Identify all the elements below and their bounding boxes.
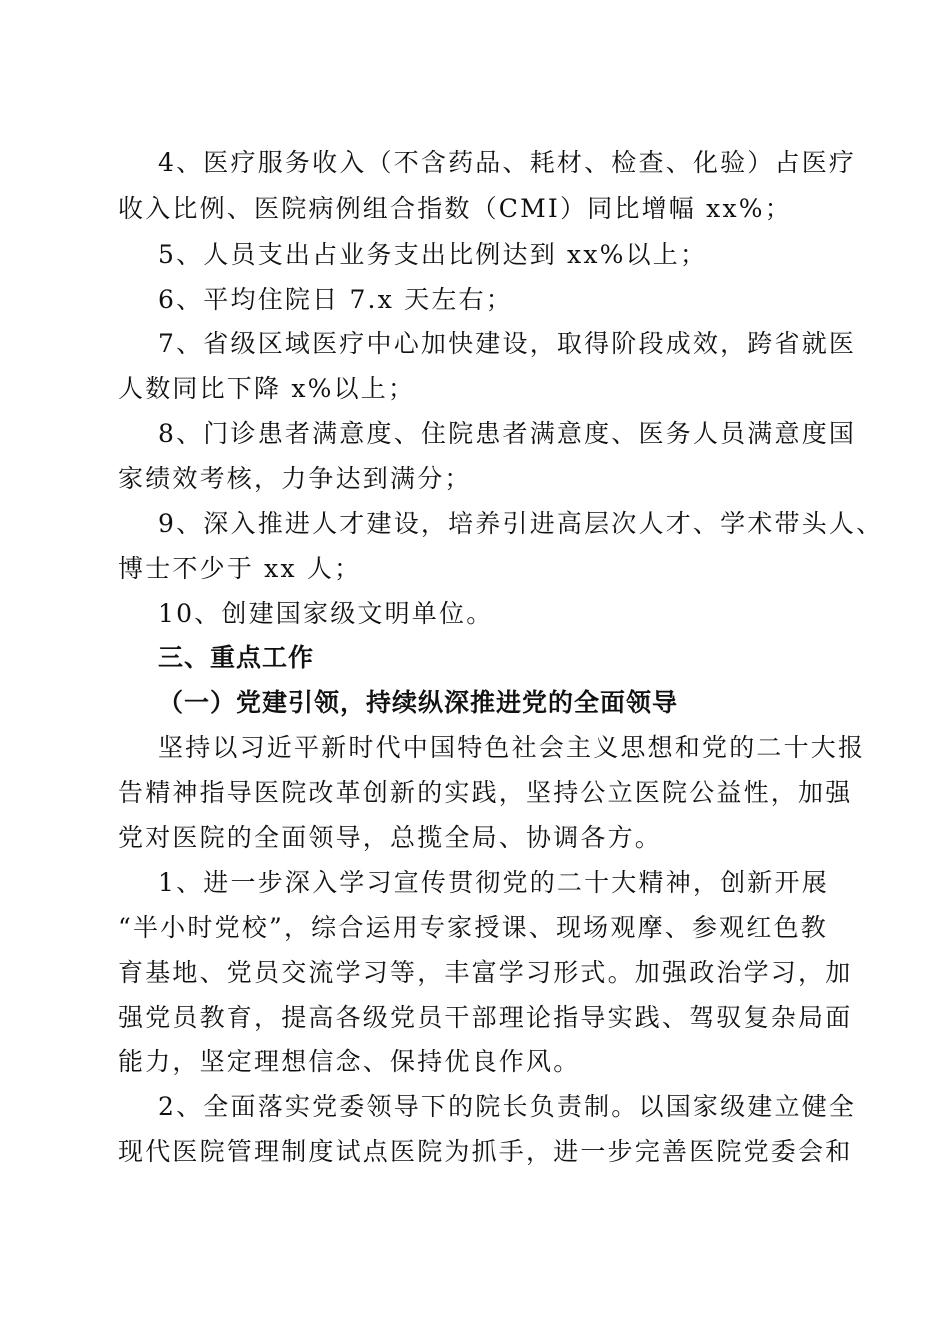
text-line: 现代医院管理制度试点医院为抓手，进一步完善医院党委会和: [118, 1137, 853, 1166]
text-line: 收入比例、医院病例组合指数（CMI）同比增幅 xx%；: [118, 194, 792, 223]
subsection-heading: （一）党建引领，持续纵深推进党的全面领导: [158, 688, 679, 717]
text-line: 育基地、党员交流学习等，丰富学习形式。加强政治学习，加: [118, 958, 853, 987]
text-line: 家绩效考核，力争达到满分；: [118, 464, 472, 493]
text-line: 7、省级区域医疗中心加快建设，取得阶段成效，跨省就医: [158, 329, 857, 358]
text-line: 6、平均住院日 7.x 天左右；: [158, 285, 513, 314]
text-line: 2、全面落实党委领导下的院长负责制。以国家级建立健全: [158, 1092, 857, 1121]
text-line: 坚持以习近平新时代中国特色社会主义思想和党的二十大报: [158, 733, 866, 762]
text-line: 人数同比下降 x%以上；: [118, 374, 416, 403]
section-heading: 三、重点工作: [158, 643, 315, 672]
text-line: 博士不少于 xx 人；: [118, 554, 362, 583]
text-line: 党对医院的全面领导，总揽全局、协调各方。: [118, 823, 663, 852]
text-line: 4、医疗服务收入（不含药品、耗材、检查、化验）占医疗: [158, 148, 857, 177]
text-line: 告精神指导医院改革创新的实践，坚持公立医院公益性，加强: [118, 778, 853, 807]
text-line: 9、深入推进人才建设，培养引进高层次人才、学术带头人、: [158, 509, 884, 538]
text-line: 能力，坚定理想信念、保持优良作风。: [118, 1047, 581, 1076]
text-line: 强党员教育，提高各级党员干部理论指导实践、驾驭复杂局面: [118, 1003, 853, 1032]
text-line: 10、创建国家级文明单位。: [158, 599, 494, 628]
text-line: “半小时党校”，综合运用专家授课、现场观摩、参观红色教: [118, 913, 828, 942]
text-line: 8、门诊患者满意度、住院患者满意度、医务人员满意度国: [158, 419, 857, 448]
text-line: 1、进一步深入学习宣传贯彻党的二十大精神，创新开展: [158, 868, 829, 897]
text-line: 5、人员支出占业务支出比例达到 xx%以上；: [158, 240, 708, 269]
